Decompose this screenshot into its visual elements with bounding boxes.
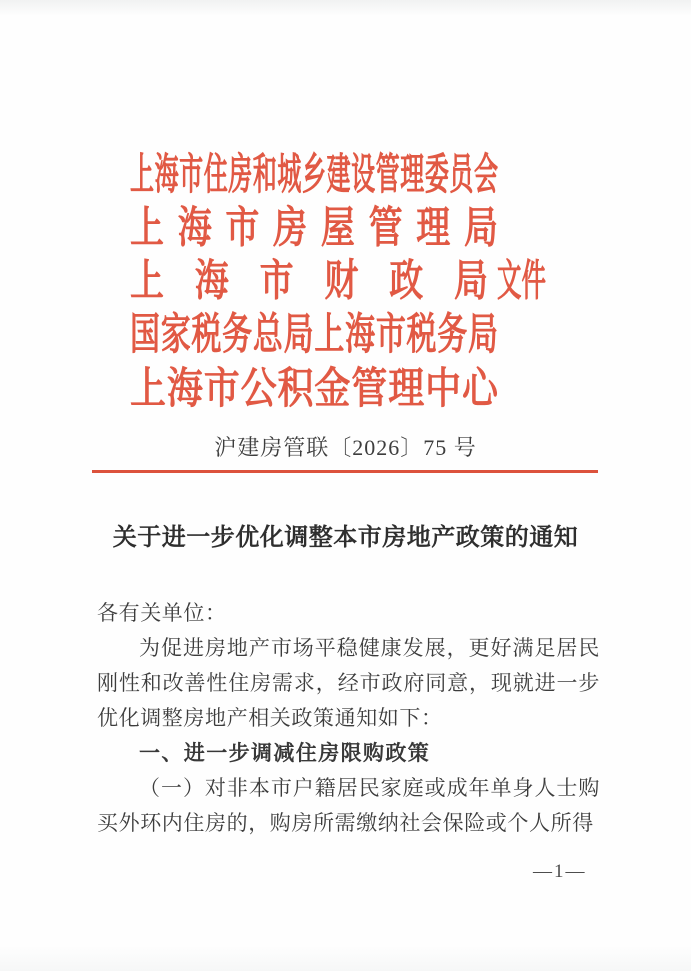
header-line-5 bbox=[130, 364, 498, 413]
doc-number: 沪建房管联〔2026〕75 号 bbox=[214, 435, 477, 460]
doc-title: 关于进一步优化调整本市房地产政策的通知 bbox=[112, 525, 579, 551]
page-number: —1— bbox=[533, 861, 587, 882]
scan-shadow-bottom bbox=[0, 945, 691, 971]
paragraph-intro: 为促进房地产市场平稳健康发展，更好满足居民刚性和改善性住房需求，经市政府同意，现就进一步优化调整房地产相关政策通知如下： bbox=[97, 636, 600, 730]
agency-name-housing-urban-rural: 上海市住房和城乡建设管理委员会 bbox=[130, 153, 498, 200]
agency-name-finance-bureau: 上海市财政局 bbox=[130, 258, 488, 306]
header-line-1 bbox=[130, 155, 498, 198]
section-heading-1: 一、进一步调减住房限购政策 bbox=[139, 742, 431, 765]
header-line-3 bbox=[130, 258, 570, 306]
salutation: 各有关单位： bbox=[97, 601, 227, 625]
wenjian-suffix: 文件 bbox=[497, 258, 546, 306]
scan-shadow-top bbox=[0, 0, 691, 16]
header-line-4 bbox=[130, 311, 498, 359]
agency-name-housing-admin: 上海市房屋管理局 bbox=[130, 205, 498, 253]
agency-name-provident-fund-center: 上海市公积金管理中心 bbox=[130, 364, 498, 413]
header-line-2 bbox=[130, 205, 498, 253]
agency-name-tax-bureau: 国家税务总局上海市税务局 bbox=[130, 311, 498, 359]
red-separator-line bbox=[92, 470, 598, 473]
body-text bbox=[97, 596, 600, 841]
paragraph-item-1: （一）对非本市户籍居民家庭或成年单身人士购买外环内住房的，购房所需缴纳社会保险或个人所得 bbox=[97, 776, 600, 835]
